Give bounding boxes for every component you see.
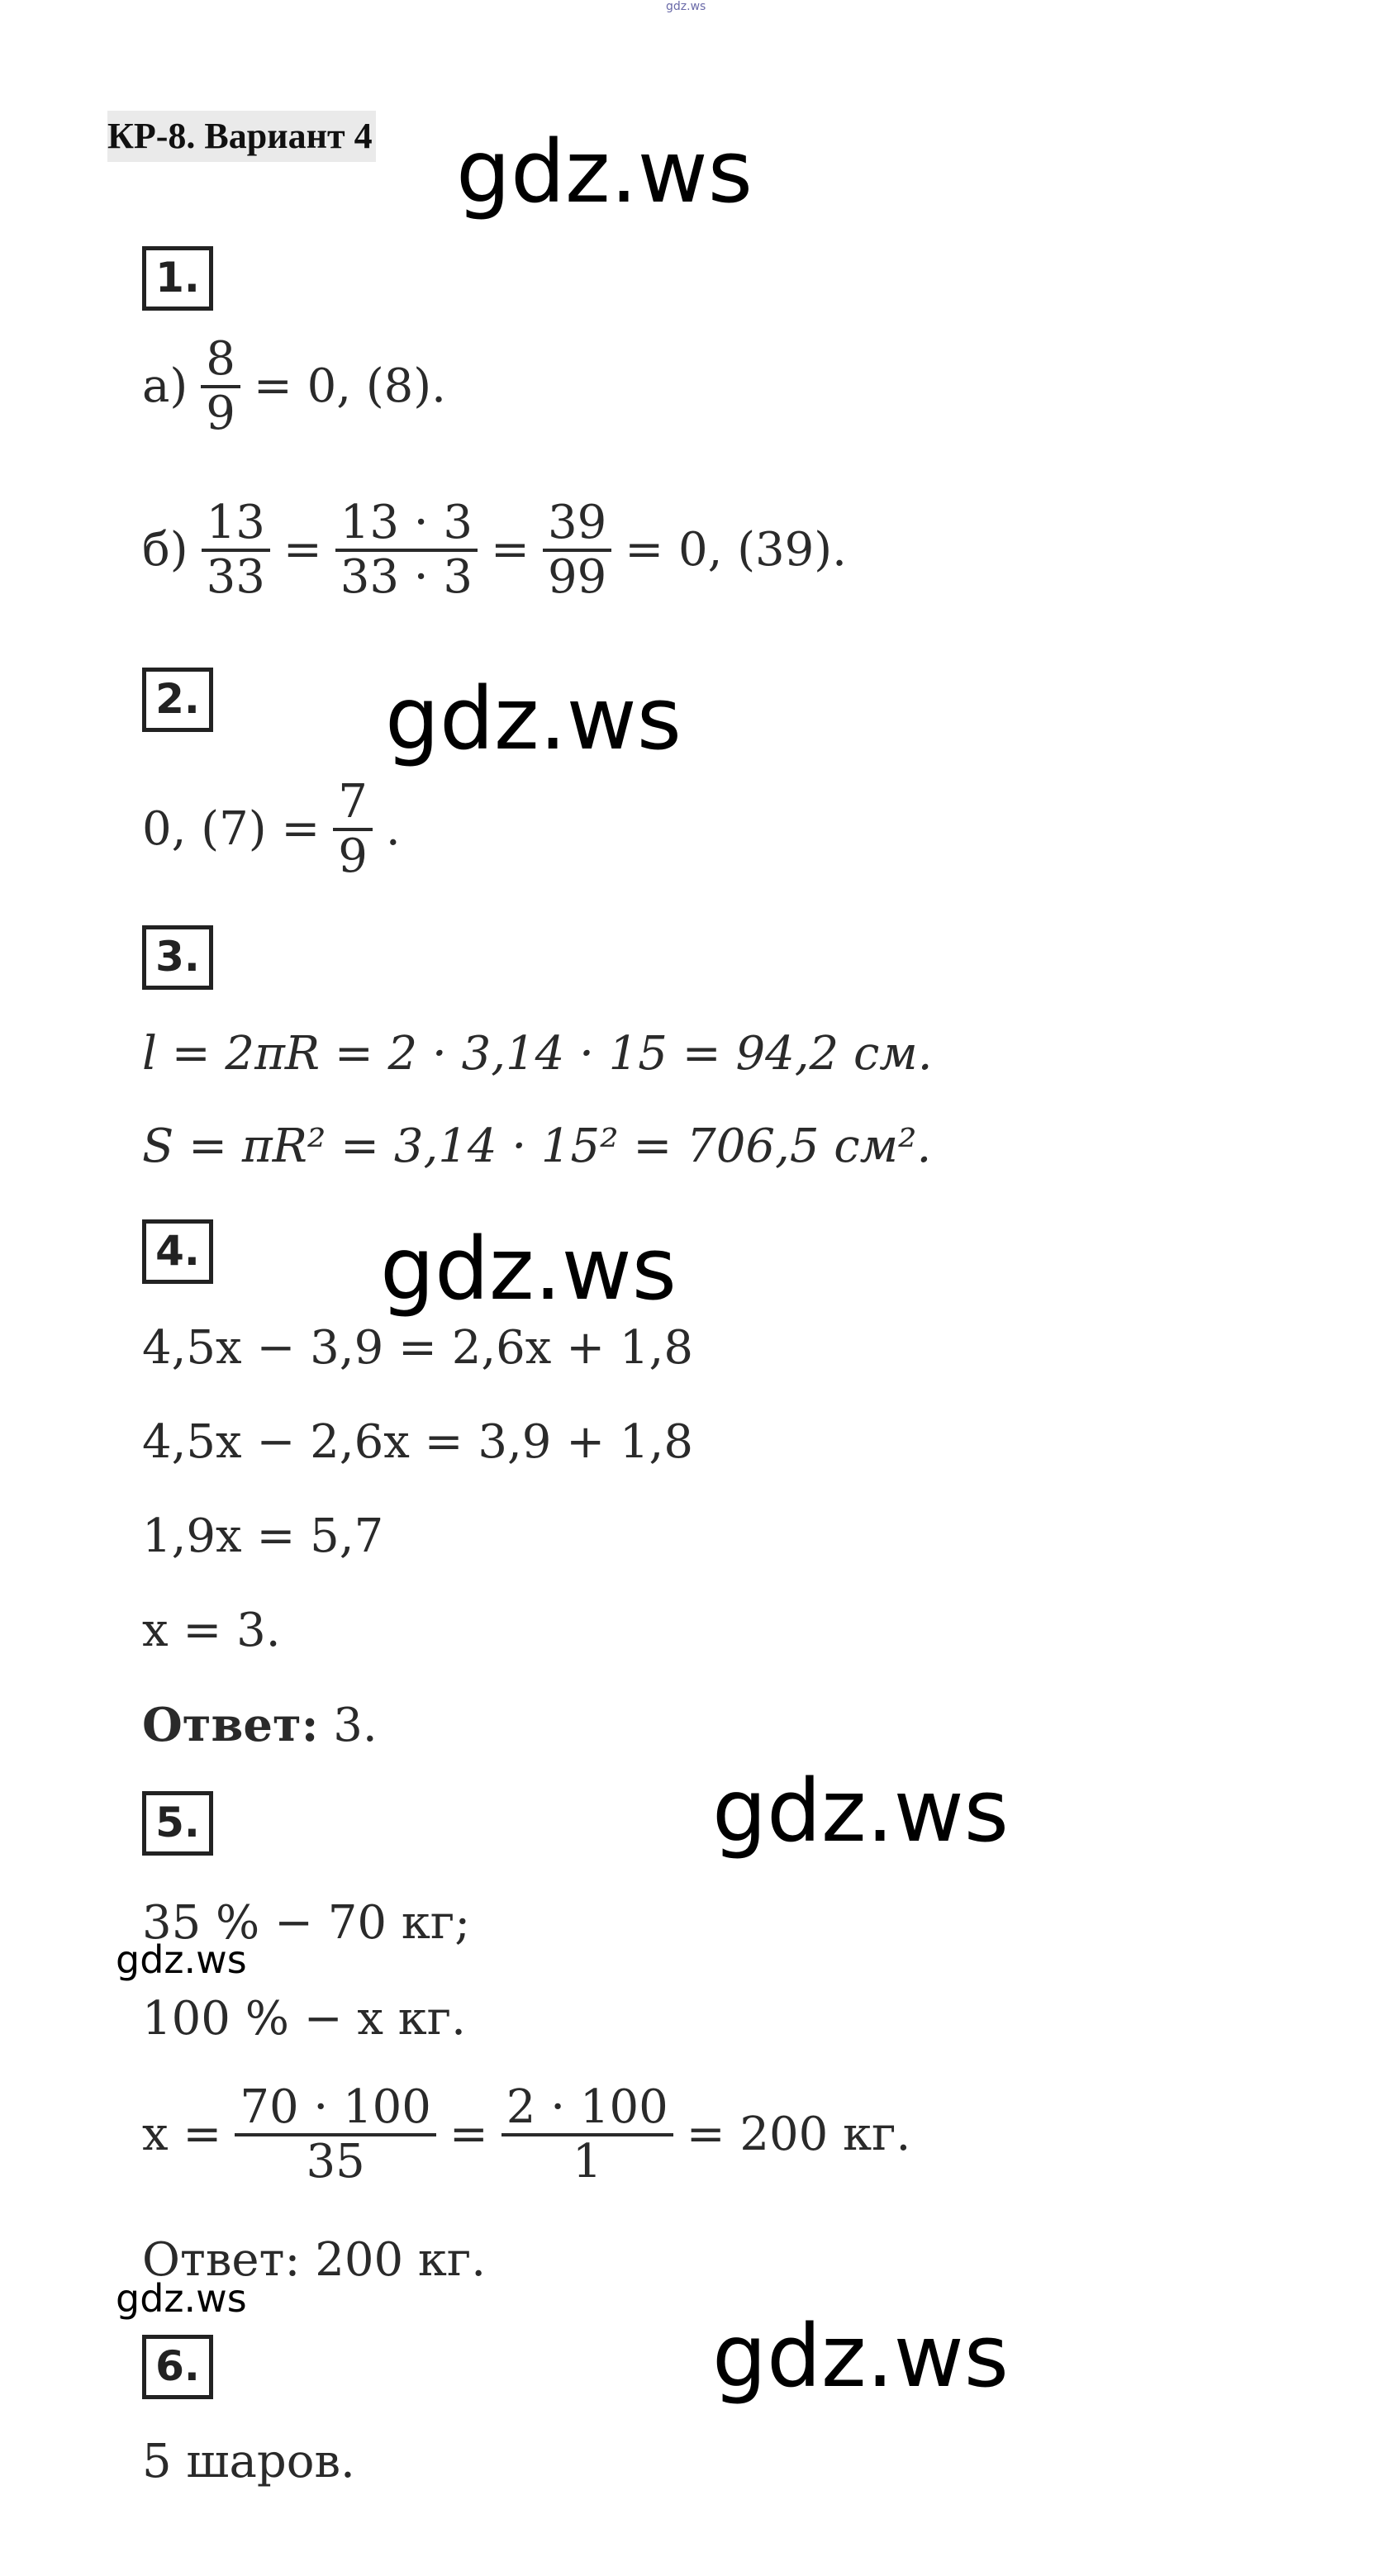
- equals: =: [491, 523, 530, 577]
- part-b-prefix: б): [142, 523, 188, 577]
- proportion-line: 35 % − 70 кг;: [142, 1896, 471, 1950]
- answer-line: Ответ: 200 кг.: [142, 2233, 487, 2287]
- answer-line: [142, 1692, 378, 1759]
- fraction: [543, 497, 611, 603]
- problem-number-4: 4.: [142, 1219, 213, 1284]
- top-watermark: gdz.ws: [666, 0, 706, 13]
- denominator: 33 · 3: [340, 550, 473, 604]
- problem-number-6: 6.: [142, 2335, 213, 2399]
- numerator: 2 · 100: [501, 2082, 673, 2136]
- fraction: [201, 334, 240, 440]
- equals: =: [449, 2108, 488, 2161]
- watermark: gdz.ws: [380, 1219, 677, 1319]
- problem-1-part-a: [142, 334, 446, 440]
- answer-value: 3.: [333, 1699, 378, 1752]
- part-a-prefix: а): [142, 359, 188, 413]
- denominator: 35: [306, 2135, 365, 2189]
- problem-number-1: 1.: [142, 246, 213, 311]
- result: = 200 кг.: [686, 2108, 911, 2161]
- result: = 0, (8).: [253, 359, 446, 413]
- denominator: 33: [206, 550, 265, 604]
- fraction: [235, 2082, 436, 2188]
- denominator: 9: [338, 829, 368, 883]
- fraction: [333, 777, 373, 882]
- fraction: [202, 497, 270, 603]
- numerator: 8: [201, 334, 240, 388]
- lhs: x =: [142, 2108, 222, 2161]
- watermark: gdz.ws: [116, 1937, 247, 1982]
- equals: =: [283, 523, 322, 577]
- watermark: gdz.ws: [456, 121, 753, 222]
- numerator: 13: [202, 497, 270, 552]
- denominator: 9: [206, 387, 235, 440]
- fraction: [335, 497, 478, 603]
- equation-line: 1,9x = 5,7: [142, 1509, 384, 1563]
- fraction: [501, 2082, 673, 2188]
- watermark: gdz.ws: [712, 2306, 1009, 2407]
- problem-1-part-b: [142, 497, 847, 603]
- numerator: 7: [333, 777, 373, 831]
- proportion-line: 100 % − x кг.: [142, 1992, 466, 2046]
- answer-label: Ответ:: [142, 1698, 319, 1752]
- watermark: gdz.ws: [116, 2276, 247, 2321]
- page-title: КР-8. Вариант 4: [107, 111, 376, 162]
- denominator: 1: [572, 2135, 602, 2189]
- circumference-line: l = 2πR = 2 · 3,14 · 15 = 94,2 см.: [142, 1027, 933, 1081]
- computation-line: [142, 2082, 910, 2188]
- problem-number-2: 2.: [142, 668, 213, 732]
- denominator: 99: [547, 550, 607, 604]
- equation-line: 4,5x − 2,6x = 3,9 + 1,8: [142, 1415, 693, 1469]
- problem-number-3: 3.: [142, 925, 213, 990]
- lhs: 0, (7) =: [142, 802, 321, 856]
- numerator: 70 · 100: [235, 2082, 436, 2136]
- equation-line: 4,5x − 3,9 = 2,6x + 1,8: [142, 1321, 693, 1375]
- period: .: [385, 802, 401, 856]
- answer-line: 5 шаров.: [142, 2435, 355, 2488]
- numerator: 13 · 3: [335, 497, 478, 552]
- watermark: gdz.ws: [712, 1761, 1009, 1861]
- result: = 0, (39).: [625, 523, 847, 577]
- equation-line: x = 3.: [142, 1604, 281, 1657]
- problem-number-5: 5.: [142, 1791, 213, 1856]
- watermark: gdz.ws: [385, 668, 682, 769]
- area-line: S = πR² = 3,14 · 15² = 706,5 см².: [142, 1119, 932, 1173]
- numerator: 39: [543, 497, 611, 552]
- problem-2-equation: [142, 777, 401, 882]
